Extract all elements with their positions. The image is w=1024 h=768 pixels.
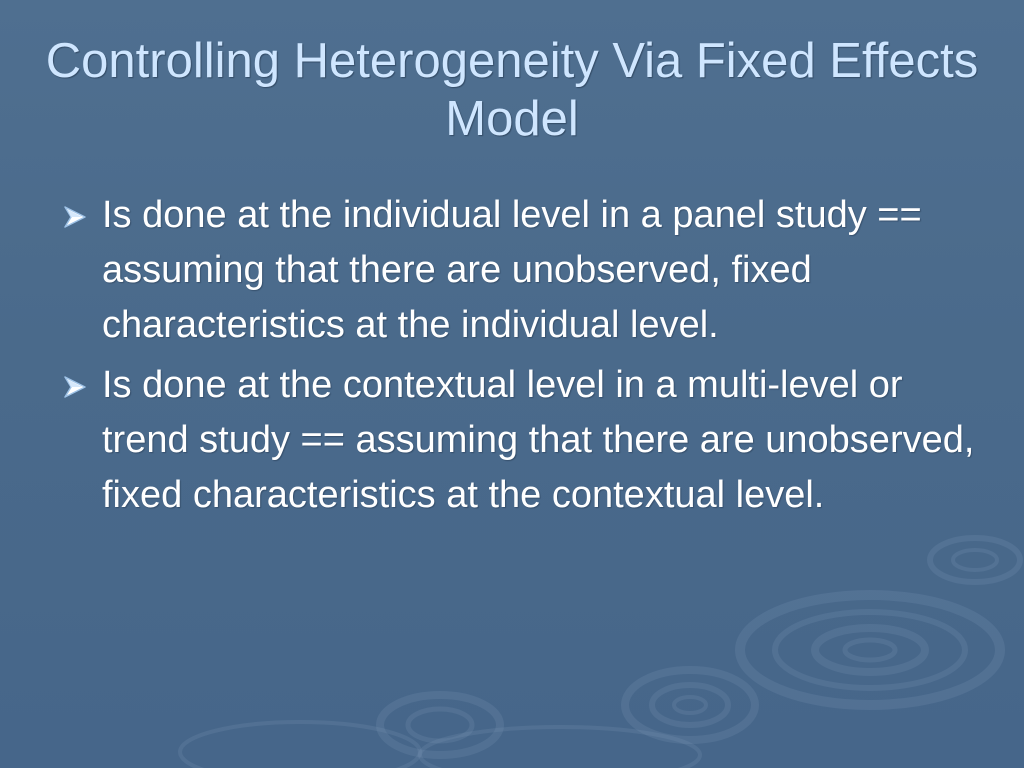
bullet-text: Is done at the individual level in a panel study == assuming that there are unobserved, fixed characteristics at the individual level. <box>102 194 922 346</box>
slide-title: Controlling Heterogeneity Via Fixed Effects Model <box>45 34 979 146</box>
bullet-text: Is done at the contextual level in a multi-level or trend study == assuming that there are unobserved, fixed characteristics at the contextual level. <box>102 364 975 516</box>
bullet-item <box>62 188 982 353</box>
arrow-bullet-icon <box>62 205 88 229</box>
arrow-bullet-icon <box>62 375 88 399</box>
bullet-item <box>62 358 982 523</box>
bullet-list <box>62 188 982 528</box>
